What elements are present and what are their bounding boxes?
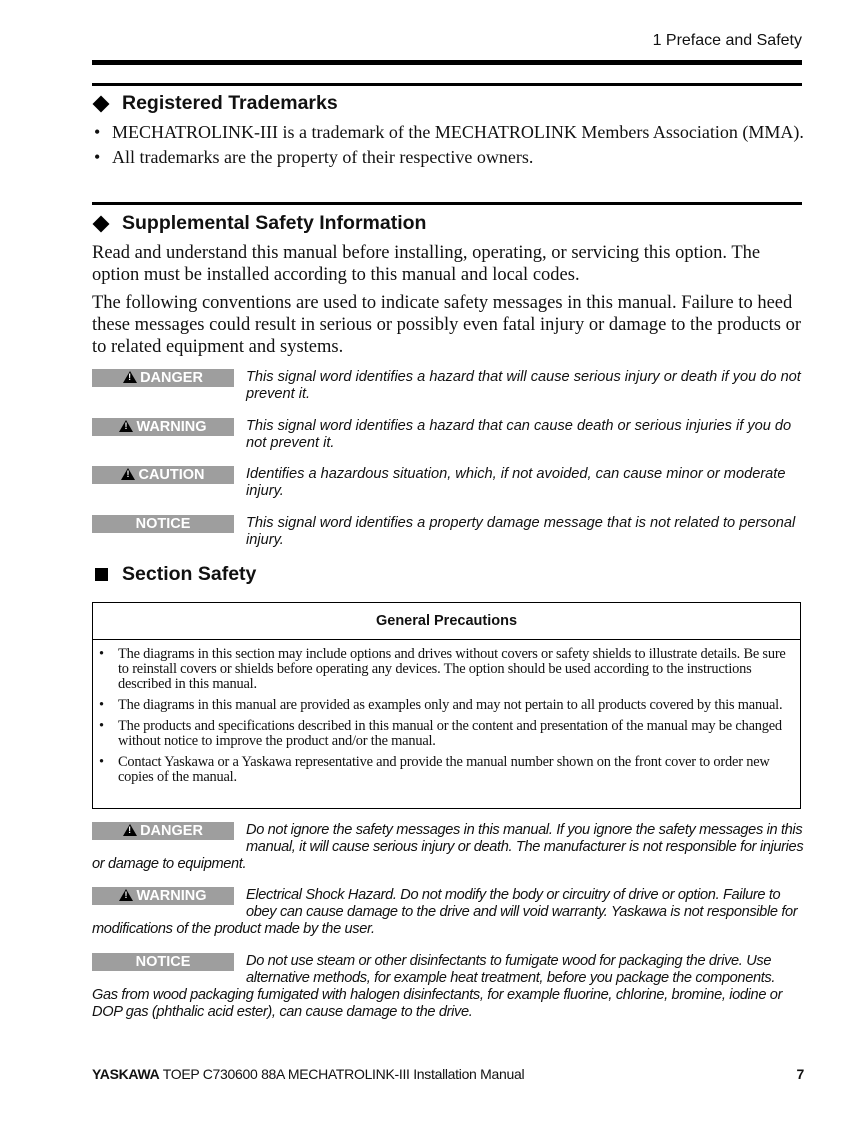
list-item: • The products and specifications described in this manual or the content and presentation of the manual may be changed without notice to improve the product and/or the manual. xyxy=(97,719,795,749)
signal-word-danger xyxy=(92,369,804,403)
square-bullet-icon xyxy=(95,568,108,581)
footer-brand: YASKAWA xyxy=(92,1066,160,1082)
signal-word-text: Identifies a hazardous situation, which, if not avoided, can cause minor or moderate injury. xyxy=(246,466,786,499)
header-rule xyxy=(92,60,802,65)
warning-triangle-icon xyxy=(119,420,133,432)
section-safety-heading xyxy=(92,563,256,586)
footer-document-title xyxy=(92,1066,524,1082)
intro-paragraph: Read and understand this manual before installing, operating, or servicing this option. The option must be installed according to this manual and local codes. xyxy=(92,243,761,285)
warning-triangle-icon xyxy=(119,889,133,901)
running-header: 1 Preface and Safety xyxy=(652,32,802,49)
diamond-bullet-icon xyxy=(93,215,110,232)
notice-badge: NOTICE xyxy=(92,515,234,533)
general-precautions-list xyxy=(97,647,795,791)
danger-badge: !DANGER xyxy=(92,822,234,840)
trademarks-heading-text: Registered Trademarks xyxy=(122,92,338,114)
signal-word-text: This signal word identifies a hazard that can cause death or serious injuries if you do not prevent it. xyxy=(246,418,792,451)
supplemental-heading xyxy=(92,212,426,235)
section-safety-heading-text: Section Safety xyxy=(122,563,257,585)
danger-badge: !DANGER xyxy=(92,369,234,387)
signal-word-text: This signal word identifies a property damage message that is not related to personal injury. xyxy=(246,515,796,548)
message-text: Do not use steam or other disinfectants to fumigate wood for packaging the drive. Use alternative methods, for example heat treatment, before you package the components. Gas from wood packaging fumigated with halogen disinfectants, for example fluorine, chlorine, bromine, iodine or DOP gas (phthalic acid ester), can cause damage to the drive. xyxy=(92,953,783,1020)
general-precautions-title: General Precautions xyxy=(93,603,800,640)
warning-triangle-icon xyxy=(123,371,137,383)
signal-word-caution xyxy=(92,466,804,500)
warning-triangle-icon xyxy=(121,468,135,480)
warning-badge: !WARNING xyxy=(92,418,234,436)
footer-document: TOEP C730600 88A MECHATROLINK-III Installation Manual xyxy=(162,1066,525,1082)
page-footer xyxy=(92,1066,804,1082)
conventions-paragraph: The following conventions are used to indicate safety messages in this manual. Failure to heed these messages could result in serious or possibly even fatal injury or damage to the products or to related equipment and systems. xyxy=(92,293,801,357)
message-danger xyxy=(92,822,804,873)
message-warning xyxy=(92,887,804,938)
message-text: Do not ignore the safety messages in this manual. If you ignore the safety messages in this manual, it will cause serious injury or death. The manufacturer is not responsible for injuries or damage to equipment. xyxy=(92,822,804,872)
list-item: • The diagrams in this section may include options and drives without covers or safety shields to illustrate details. Be sure to reinstall covers or shields before operating any devices. The option should be used according to the instructions described in this manual. xyxy=(97,647,795,692)
list-item: • Contact Yaskawa or a Yaskawa representative and provide the manual number shown on the front cover to order new copies of the manual. xyxy=(97,755,795,785)
signal-word-warning xyxy=(92,418,804,452)
trademarks-heading xyxy=(92,92,338,115)
warning-badge: !WARNING xyxy=(92,887,234,905)
notice-badge: NOTICE xyxy=(92,953,234,971)
page-number: 7 xyxy=(796,1066,804,1082)
supplemental-heading-text: Supplemental Safety Information xyxy=(122,212,427,234)
message-notice xyxy=(92,953,804,1021)
signal-word-notice xyxy=(92,515,804,549)
section-rule-trademarks xyxy=(92,83,802,86)
message-text: Electrical Shock Hazard. Do not modify the body or circuitry of drive or option. Failure to obey can cause damage to the drive and will void warranty. Yaskawa is not responsible for modifications of the product made by the user. xyxy=(92,887,798,937)
list-item: • MECHATROLINK-III is a trademark of the MECHATROLINK Members Association (MMA). xyxy=(92,122,804,143)
caution-badge: !CAUTION xyxy=(92,466,234,484)
trademarks-list xyxy=(92,122,804,172)
warning-triangle-icon xyxy=(123,824,137,836)
general-precautions-box xyxy=(92,602,801,809)
signal-word-text: This signal word identifies a hazard that will cause serious injury or death if you do not prevent it. xyxy=(246,369,801,402)
diamond-bullet-icon xyxy=(93,95,110,112)
section-rule-supplemental xyxy=(92,202,802,205)
list-item: • All trademarks are the property of their respective owners. xyxy=(92,147,804,168)
list-item: • The diagrams in this manual are provided as examples only and may not pertain to all products covered by this manual. xyxy=(97,698,795,713)
